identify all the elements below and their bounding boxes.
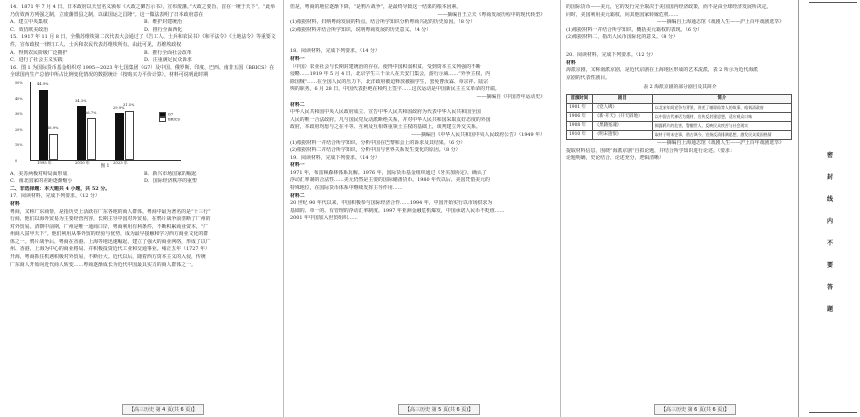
page-5-footer: 【高三历史 第 5 页(共 6 页)】: [398, 404, 480, 415]
table-row: [567, 103, 792, 112]
material-2-label: 材料二: [290, 101, 305, 108]
legend-item: [159, 117, 180, 123]
bar-g7: [115, 113, 124, 160]
seal-line-char: 题: [827, 306, 834, 313]
material-line: 特殊地位，在国际货币体系中继续发挥主导作用……: [290, 185, 403, 192]
source-line: ——摘编自上海通志馆《戏剧人生——沪上百年戏剧选萃》: [656, 139, 784, 146]
task-line: 论题明确，史论结合，论述充分，逻辑清晰）: [566, 155, 664, 162]
y-tick-label: 10%: [15, 143, 23, 148]
source-line: ——摘编自《中华人民共和国中央人民政府公告》（1949 年）: [411, 131, 545, 138]
q19-sub-1: (1)根据材料一并结合所学知识，概括美元霸权的表现。（6 分）: [566, 26, 703, 33]
bar-brics: [49, 134, 58, 160]
q17-sub-1: (1)根据材料，归纳粤商发展的特点。结合所学知识分析粤商兴起的历史原因。（8 分）: [290, 19, 476, 26]
page-6-footer: 【高三历史 第 6 页(共 6 页)】: [654, 404, 736, 415]
q14-option-b: B．维护封建统治: [144, 19, 182, 26]
question-14: [10, 4, 278, 19]
q17-sub-2: (2)根据材料并结合所学知识，说明粤商发展的历史意义。（4 分）: [290, 26, 432, 33]
material-line: 基础的、单一的、有管理的浮动汇率制度。1997 年亚洲金融危机爆发，中国承诺人民币不贬值……: [290, 207, 505, 214]
table-cell: 以中国古代神话为题材，宣传反封建思想，适应观众口味: [652, 112, 791, 121]
material-line: 中华人民共和国中央人民政府成立，宣告中华人民共和国政府为代表中华人民共和国全国: [290, 109, 481, 116]
material-line: 粤商，又称广东商帮，是指历史上活跃在广东各地的商人群体。粤商中最为著名的是“十三行”: [10, 208, 211, 215]
repertoire-table: [566, 94, 792, 140]
source-line: ——摘编自王立夫《粤商发展历程中的现代转型》: [437, 11, 545, 18]
page-6-column: [566, 4, 794, 400]
question-16: [10, 65, 278, 80]
task-line: 提取材料信息，围绕“海派京剧”自拟论题，并结合所学知识进行论述。（要求：: [566, 147, 735, 154]
table-caption: 表 2 海派京剧的部分剧目及其简介: [643, 85, 717, 91]
q18-material-2: [290, 109, 555, 132]
q16-options: [10, 171, 278, 179]
q17-material: [10, 209, 278, 270]
y-tick-label: 0: [15, 158, 18, 163]
seal-line-char: 内: [827, 218, 834, 225]
material-line: 州、香港、上海为中心的商业格局，并积极投资近代工业和交通事业。雍正五年（1727 年）: [10, 246, 210, 253]
question-15: [10, 34, 278, 49]
q19-material-1: [290, 170, 555, 193]
material-2-label: 材料二: [290, 192, 305, 199]
figure-caption: 图 1: [100, 163, 110, 169]
table-cell: 1910 年: [567, 130, 593, 139]
q15-options: [10, 50, 278, 58]
q15-option-b: B．推行全面社会改革: [144, 49, 192, 56]
data-label: 44.9%: [37, 82, 49, 87]
table-cell: 取材于明末史事，借古讽今，宣扬反清排满思想，激发民众爱国热情: [652, 130, 791, 139]
material-line: 人民的唯一合法政府。凡与国民党反动派断绝关系，并对中华人民共和国采取友好态度的外国: [290, 116, 491, 123]
q15-options-2: [10, 57, 278, 65]
data-label: 26.7%: [85, 110, 97, 115]
question-text: 16．图 1 为国际货币基金组织对 1995—2023 年七国集团（G7）及中国、俄罗斯、印度、巴西、南非五国（BRICS）在全球国内生产总值中所占比例变化情况的数据统计（按购买力平价计算）。材料可说明此时期: [10, 64, 275, 79]
material-line: 除国贼”……在全国人民的压力下，北洋政府被迫释放被捕学生，罢免曹汝霖、章宗祥、陆宗: [290, 78, 489, 85]
material-line: 1971 年，布雷顿森林体系瓦解。1976 年，国际货币基金组织通过《牙买加协定》，确认了: [290, 169, 487, 176]
page-4-footer: 【高三历史 第 4 页(共 6 页)】: [122, 404, 204, 415]
legend-swatch: [159, 117, 166, 122]
data-label: 31.5%: [123, 103, 135, 108]
material-line: 舆的职务。6 月 28 日，中国代表拒绝在和约上签字……这次运动是中国新民主主义革命的开端。: [290, 86, 500, 93]
table-header-row: [567, 94, 792, 103]
source-line: ——摘编自上海通志馆《戏剧人生——沪上百年戏剧选萃》: [656, 19, 784, 26]
bar-brics: [125, 111, 134, 160]
material-line: 2001 年中国加入世贸组织……: [290, 215, 358, 222]
x-tick-label: 2010 年: [75, 160, 90, 166]
q20-task: [566, 148, 794, 163]
seal-line-char: 要: [827, 262, 834, 269]
page-4-column: [10, 4, 278, 400]
y-tick-label: 50%: [15, 80, 23, 85]
answer-space: [290, 34, 555, 48]
data-label: 29.9%: [113, 105, 125, 110]
material-line: （中国）农业社会与长期封建统治的存在，使得中国积弱积贫，受到资本主义列强的不断: [290, 63, 481, 70]
binding-margin: [798, 0, 860, 417]
table-row: [567, 121, 792, 130]
seal-line-char: 答: [827, 284, 834, 291]
data-label: 34.3%: [75, 98, 87, 103]
table-cell: 1908 年: [567, 121, 593, 130]
q20-heading: 20．阅读材料，完成下列要求。（12 分）: [566, 51, 656, 58]
q16-option-d: D．国际经济秩序的重塑: [144, 178, 197, 185]
table-header-cell: 简介: [652, 94, 791, 103]
material-line: 广东商人开始向近代商人转变……粤商逐渐成长为近代中国最具实力的商人群体之一。: [10, 261, 196, 268]
legend-label: BRICS: [168, 117, 180, 122]
q19-material-continued: [566, 4, 794, 19]
table-header-cell: 剧目: [592, 94, 652, 103]
material-line: 京剧的代表性剧目。: [566, 74, 611, 81]
material-label: 材料: [10, 200, 20, 207]
x-tick-label: 1995 年: [37, 160, 52, 166]
material-1-label: 材料一: [290, 162, 305, 169]
material-line: 体之一。鸦片战争后，粤商在香港、上海等地迅速崛起，建立了强大的商业网络，形成了以广: [10, 238, 211, 245]
table-row: [567, 112, 792, 121]
answer-space: [566, 42, 794, 52]
q20-material: [566, 67, 794, 82]
table-cell: 1906 年: [567, 112, 593, 121]
source-line: ——摘编自《中国青年运动史》: [476, 93, 545, 100]
y-tick-label: 40%: [15, 96, 23, 101]
q18-heading: 18．阅读材料，完成下列要求。（14 分）: [290, 48, 380, 55]
seal-line-char: 不: [827, 240, 834, 247]
legend-label: G7: [168, 112, 174, 117]
table-header-cell: 首演时间: [567, 94, 593, 103]
material-line: 但是，粤商的地位逐渐下降，“是鸦片战争”，是最终导致这一结果的根本因素。: [290, 4, 462, 10]
table-cell: 1901 年: [567, 103, 593, 112]
q18-sub-2: (2)根据材料二并结合所学知识，分析中国与世界关系发生变化的原因。（8 分）: [290, 147, 461, 154]
q14-option-a: A．建立中央集权: [10, 19, 48, 26]
x-tick-label: 2023 年: [113, 160, 128, 166]
q18-material-1: [290, 64, 555, 94]
q15-option-d: D．注重满足民众诉求: [144, 57, 192, 64]
table-cell: 揭露鸦片的危害，警醒世人，反映民众疾苦与社会现实: [652, 121, 791, 130]
page-5-column: [290, 4, 555, 400]
chart-legend: [159, 112, 180, 123]
q14-options: [10, 19, 278, 27]
seal-line-char: 密: [827, 152, 834, 159]
table-row: [567, 130, 792, 139]
q16-option-a: A．美苏两极对峙局面形成: [10, 170, 68, 177]
margin-rule: [809, 2, 857, 3]
table-cell: 《黑籍冤魂》: [592, 121, 652, 130]
seal-line-char: 封: [827, 174, 834, 181]
legend-swatch: [159, 112, 166, 117]
question-text: 14．1871 年 7 月 4 日，日本政府以天皇名义颁布《大政之御告示书》，宣布废藩。”大政之要旨，首在一统于天下”，“此举乃仿效西方列强之制，立废藩置县之制，以谋国运之昌隆”。这一做法表明了日本政府意在: [10, 4, 276, 18]
q16-options-2: [10, 178, 278, 186]
data-label: 16.9%: [47, 125, 59, 130]
margin-rule: [809, 412, 857, 413]
q16-option-c: C．南北国家的差距逐渐缩小: [10, 178, 73, 185]
q19-material-2: [290, 200, 555, 223]
bar-brics: [87, 118, 96, 160]
material-line: 侵略……1919 年 5 月 4 日，北京学生三千余人在天安门集会，游行示威……“外争主权，内: [290, 71, 491, 78]
material-line: 同时，美国利用美元霸权，向其他国家转嫁危机……: [566, 11, 679, 18]
page-divider: [283, 0, 284, 417]
question-text: 15．1917 年 11 月 8 日，全俄苏维埃第二次代表大会通过了《告工人、士兵和农民书》《和平法令》《土地法令》等重要文件，宣布政权一律归工人、士兵和农民代表苏维埃所有。由此可见，苏维埃政权: [10, 34, 276, 48]
q15-option-a: A．得到农民阶级广泛拥护: [10, 49, 68, 56]
q17-heading: 17．阅读材料，完成下列要求。（12 分）: [10, 193, 100, 200]
page-divider: [560, 0, 561, 417]
material-label: 材料: [566, 59, 576, 66]
material-line: 政府，本政府均愿与之在平等、互利及互相尊重领土主权的基础上，谈判建立外交关系。: [290, 124, 481, 131]
y-tick-label: 30%: [15, 112, 23, 117]
material-line: 海派京剧，又称南派京剧，是近代京剧在上海地区形成的艺术流派，表 2 所示为近代海派: [566, 67, 759, 74]
q17-material-continued: [290, 4, 555, 12]
q15-option-c: C．进行了社会主义实践: [10, 57, 63, 64]
table-cell: 《党人碑》: [592, 103, 652, 112]
material-line: 州商人富甲天下”。他们利用从事外贸的经验与优势，成为最早接触和学习西方商业文化的群: [10, 231, 209, 238]
material-line: 对外贸易。清朝中前期，广州是唯一通商口岸，粤商利用有利条件，不断积累商业资本，“广: [10, 223, 209, 230]
q14-option-c: C．效仿欧美政治: [10, 26, 48, 33]
seal-line-char: 线: [827, 196, 834, 203]
material-line: 浮动汇率制的合法性……美元仍然是主要的国际储备货币。1980 年代以后，美国凭借美元的: [290, 177, 490, 184]
table-cell: 《新·开天》（开天辟地）: [592, 112, 652, 121]
q19-sub-2: (2)根据材料二，指出人民币国际化的意义。（8 分）: [566, 34, 678, 41]
material-line: 行商，他们以海外贸易为主要经营内容，长期主导中国对外贸易，在鸦片战争前垄断了广州的: [10, 216, 211, 223]
q18-sub-1: (1)根据材料一并结合所学知识，分析中国在巴黎和会上的诉求及其结果。（6 分）: [290, 139, 466, 146]
material-line: 20 世纪 90 年代以来，中国积极参与国际经济合作……1994 年，中国开始实行以市场供求为: [290, 200, 493, 207]
material-1-label: 材料一: [290, 55, 305, 62]
material-line: 的国际货币——美元，它的发行完全取决于美国国内经济政策，而不是由全球经济发展所决定。: [566, 4, 772, 10]
section-heading: 二、非选择题：本大题共 4 小题，共 52 分。: [10, 185, 111, 192]
q14-option-d: D．推行全面西化: [144, 26, 183, 33]
material-line: 开海，粤商抓住机遇积极对外贸易，不断壮大。近代以后，随着西方资本主义的入侵，传统: [10, 254, 206, 261]
table-cell: 《明末遗恨》: [592, 130, 652, 139]
y-tick-label: 20%: [15, 127, 23, 132]
q16-option-b: B．新兴市场国家的崛起: [144, 170, 197, 177]
table-cell: 以北宋年间党争为背景，讲述了谢琼仙等人的故事，暗讽清政府: [652, 103, 791, 112]
q19-heading: 19．阅读材料，完成下列要求。（14 分）: [290, 154, 380, 161]
